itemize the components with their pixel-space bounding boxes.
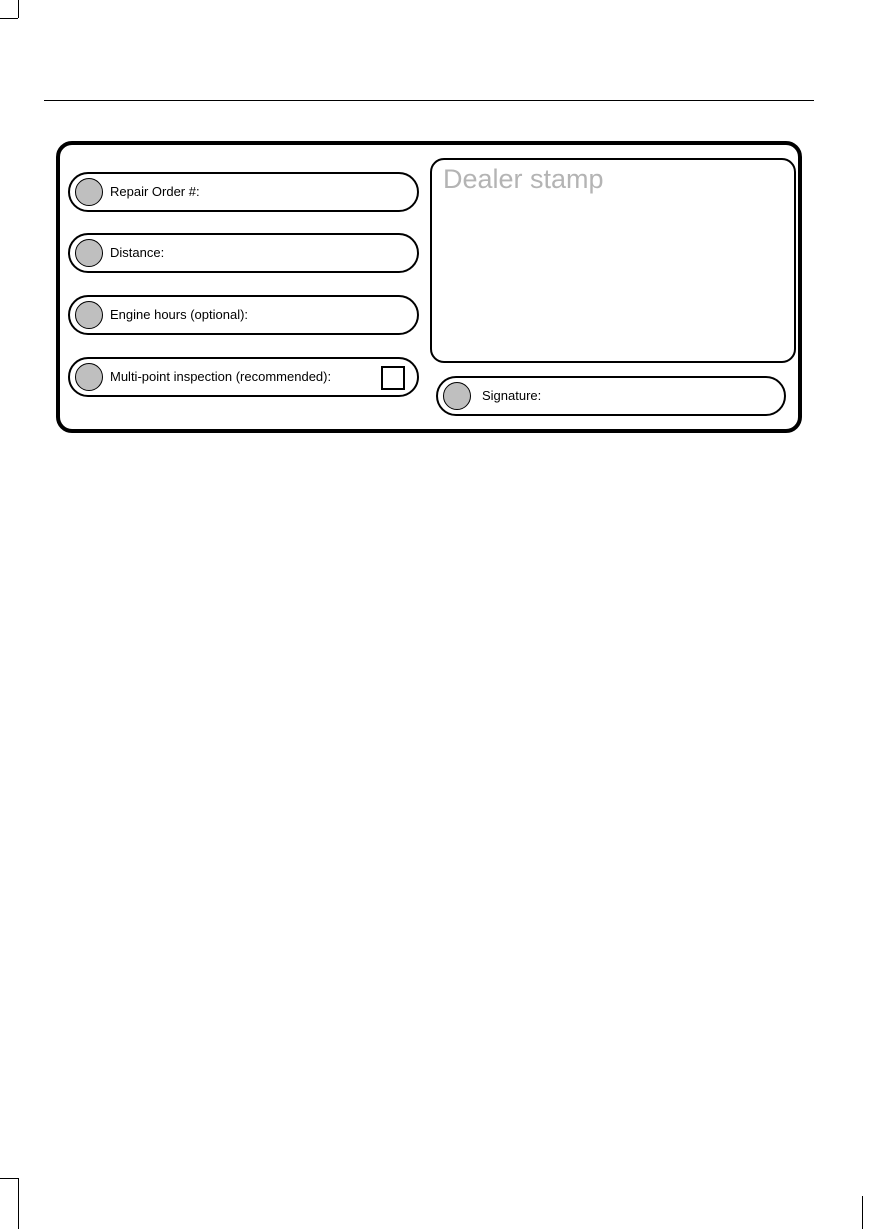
crop-mark-bottom-right-vertical	[862, 1196, 863, 1229]
distance-field[interactable]	[68, 233, 419, 273]
header-rule	[44, 100, 814, 101]
bullet-circle-icon	[75, 239, 103, 267]
crop-mark-bottom-left-horizontal	[0, 1178, 18, 1179]
repair-order-label: Repair Order #:	[110, 184, 200, 199]
dealer-stamp-box	[430, 158, 796, 363]
multi-point-inspection-checkbox[interactable]	[381, 366, 405, 390]
signature-label: Signature:	[482, 388, 542, 403]
bullet-circle-icon	[75, 363, 103, 391]
dealer-stamp-label: Dealer stamp	[443, 164, 604, 194]
bullet-circle-icon	[75, 178, 103, 206]
bullet-circle-icon	[443, 382, 471, 410]
service-record-card	[56, 141, 802, 433]
signature-field[interactable]	[436, 376, 786, 416]
engine-hours-label: Engine hours (optional):	[110, 307, 249, 322]
engine-hours-field[interactable]	[68, 295, 419, 335]
multi-point-inspection-field	[68, 357, 419, 397]
crop-mark-top-left-vertical	[18, 0, 19, 18]
repair-order-field[interactable]	[68, 172, 419, 212]
crop-mark-bottom-left-vertical	[18, 1178, 19, 1229]
crop-mark-top-left-horizontal	[0, 18, 18, 19]
multi-point-inspection-label: Multi-point inspection (recommended):	[110, 369, 332, 384]
bullet-circle-icon	[75, 301, 103, 329]
distance-label: Distance:	[110, 245, 165, 260]
